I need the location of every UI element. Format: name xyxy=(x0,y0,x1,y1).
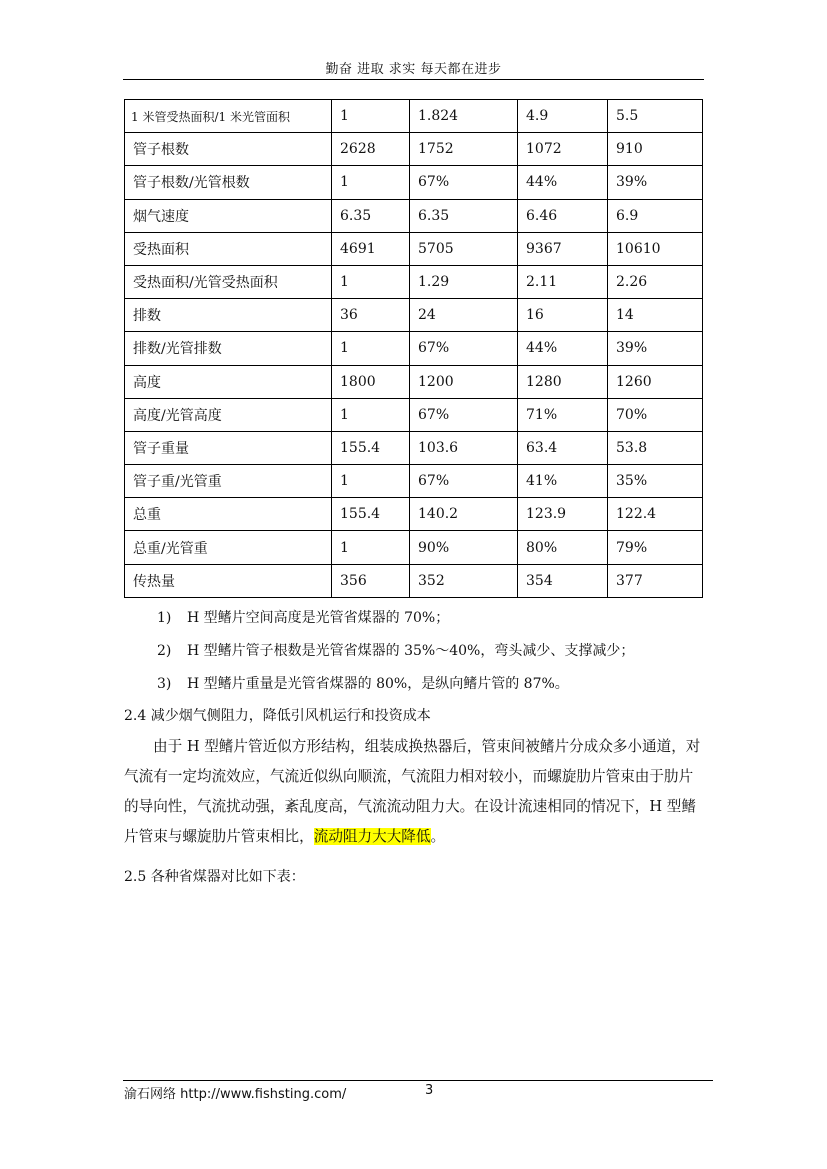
page-number: 3 xyxy=(425,1083,434,1098)
table-row xyxy=(125,299,703,332)
value-cell: 155.4 xyxy=(332,498,410,531)
table-row xyxy=(125,564,703,597)
value-cell: 67% xyxy=(410,332,518,365)
value-cell: 80% xyxy=(518,531,608,564)
row-label-cell: 总重 xyxy=(125,498,332,531)
value-cell: 14 xyxy=(608,299,703,332)
table-row xyxy=(125,100,703,133)
table-row xyxy=(125,133,703,166)
list-item-2 xyxy=(157,640,634,660)
row-label-cell: 排数/光管排数 xyxy=(125,332,332,365)
table-row xyxy=(125,199,703,232)
section-heading-2-5: 2.5 各种省煤器对比如下表： xyxy=(124,869,305,885)
value-cell: 39% xyxy=(608,332,703,365)
value-cell: 9367 xyxy=(518,232,608,265)
table-row xyxy=(125,166,703,199)
value-cell: 35% xyxy=(608,465,703,498)
value-cell: 140.2 xyxy=(410,498,518,531)
list-item-1 xyxy=(157,607,449,627)
value-cell: 5705 xyxy=(410,232,518,265)
value-cell: 44% xyxy=(518,332,608,365)
list-number: 2) xyxy=(157,643,172,659)
list-number: 3) xyxy=(157,676,172,692)
value-cell: 103.6 xyxy=(410,431,518,464)
value-cell: 24 xyxy=(410,299,518,332)
value-cell: 356 xyxy=(332,564,410,597)
list-item-3 xyxy=(157,673,569,693)
value-cell: 36 xyxy=(332,299,410,332)
value-cell: 122.4 xyxy=(608,498,703,531)
value-cell: 6.35 xyxy=(332,199,410,232)
value-cell: 41% xyxy=(518,465,608,498)
table-row xyxy=(125,398,703,431)
value-cell: 1 xyxy=(332,166,410,199)
value-cell: 5.5 xyxy=(608,100,703,133)
list-text: H 型鳍片空间高度是光管省煤器的 70%； xyxy=(187,610,450,626)
list-text: H 型鳍片重量是光管省煤器的 80%，是纵向鳍片管的 87%。 xyxy=(187,676,569,692)
value-cell: 67% xyxy=(410,166,518,199)
value-cell: 1 xyxy=(332,531,410,564)
value-cell: 1 xyxy=(332,265,410,298)
row-label-cell: 管子根数/光管根数 xyxy=(125,166,332,199)
table-row xyxy=(125,232,703,265)
value-cell: 910 xyxy=(608,133,703,166)
value-cell: 67% xyxy=(410,398,518,431)
value-cell: 79% xyxy=(608,531,703,564)
row-label-cell: 总重/光管重 xyxy=(125,531,332,564)
value-cell: 1752 xyxy=(410,133,518,166)
value-cell: 39% xyxy=(608,166,703,199)
table-row xyxy=(125,265,703,298)
value-cell: 2628 xyxy=(332,133,410,166)
row-label-cell: 管子根数 xyxy=(125,133,332,166)
page-header: 勤奋 进取 求实 每天都在进步 xyxy=(325,62,502,77)
table-row xyxy=(125,498,703,531)
value-cell: 155.4 xyxy=(332,431,410,464)
header-divider xyxy=(123,79,704,80)
value-cell: 1800 xyxy=(332,365,410,398)
value-cell: 16 xyxy=(518,299,608,332)
value-cell: 1 xyxy=(332,398,410,431)
row-label-cell: 管子重/光管重 xyxy=(125,465,332,498)
value-cell: 1 xyxy=(332,100,410,133)
row-label-cell: 排数 xyxy=(125,299,332,332)
value-cell: 63.4 xyxy=(518,431,608,464)
section-heading-2-4: 2.4 减少烟气侧阻力，降低引风机运行和投资成本 xyxy=(124,708,431,724)
footer-text: 渝石网络 http://www.fishsting.com/ xyxy=(124,1087,347,1102)
value-cell: 6.46 xyxy=(518,199,608,232)
value-cell: 53.8 xyxy=(608,431,703,464)
highlighted-text: 流动阻力大大降低 xyxy=(313,828,431,845)
body-paragraph xyxy=(124,732,704,852)
value-cell: 44% xyxy=(518,166,608,199)
value-cell: 123.9 xyxy=(518,498,608,531)
table-row xyxy=(125,332,703,365)
table-row xyxy=(125,431,703,464)
row-label-cell: 1 米管受热面积/1 米光管面积 xyxy=(125,100,332,133)
value-cell: 4691 xyxy=(332,232,410,265)
row-label-cell: 高度 xyxy=(125,365,332,398)
comparison-table xyxy=(124,99,703,598)
row-label-cell: 管子重量 xyxy=(125,431,332,464)
value-cell: 1.824 xyxy=(410,100,518,133)
value-cell: 6.35 xyxy=(410,199,518,232)
table-row xyxy=(125,531,703,564)
value-cell: 1 xyxy=(332,332,410,365)
value-cell: 1280 xyxy=(518,365,608,398)
footer-divider xyxy=(123,1080,713,1081)
table-row xyxy=(125,465,703,498)
paragraph-text: 由于 H 型鳍片管近似方形结构，组装成换热器后，管束间被鳍片分成众多小通道，对气流有一定均流效应，气流近似纵向顺流，气流阻力相对较小，而螺旋肋片管束由于肋片的导向性，气流扰动强，紊乱度高，气流流动阻力大。在设计流速相同的情况下，H 型鳍片管束与螺旋肋片管束相比， xyxy=(124,738,701,845)
row-label-cell: 烟气速度 xyxy=(125,199,332,232)
value-cell: 1260 xyxy=(608,365,703,398)
value-cell: 67% xyxy=(410,465,518,498)
value-cell: 2.11 xyxy=(518,265,608,298)
value-cell: 377 xyxy=(608,564,703,597)
list-text: H 型鳍片管子根数是光管省煤器的 35%～40%，弯头减少、支撑减少； xyxy=(187,643,635,659)
value-cell: 1200 xyxy=(410,365,518,398)
list-number: 1) xyxy=(157,610,172,626)
value-cell: 10610 xyxy=(608,232,703,265)
row-label-cell: 高度/光管高度 xyxy=(125,398,332,431)
value-cell: 1 xyxy=(332,465,410,498)
value-cell: 6.9 xyxy=(608,199,703,232)
table-row xyxy=(125,365,703,398)
value-cell: 1072 xyxy=(518,133,608,166)
value-cell: 354 xyxy=(518,564,608,597)
value-cell: 71% xyxy=(518,398,608,431)
value-cell: 352 xyxy=(410,564,518,597)
paragraph-end: 。 xyxy=(430,828,446,845)
value-cell: 70% xyxy=(608,398,703,431)
value-cell: 1.29 xyxy=(410,265,518,298)
row-label-cell: 受热面积 xyxy=(125,232,332,265)
value-cell: 90% xyxy=(410,531,518,564)
row-label-cell: 传热量 xyxy=(125,564,332,597)
value-cell: 2.26 xyxy=(608,265,703,298)
row-label-cell: 受热面积/光管受热面积 xyxy=(125,265,332,298)
value-cell: 4.9 xyxy=(518,100,608,133)
